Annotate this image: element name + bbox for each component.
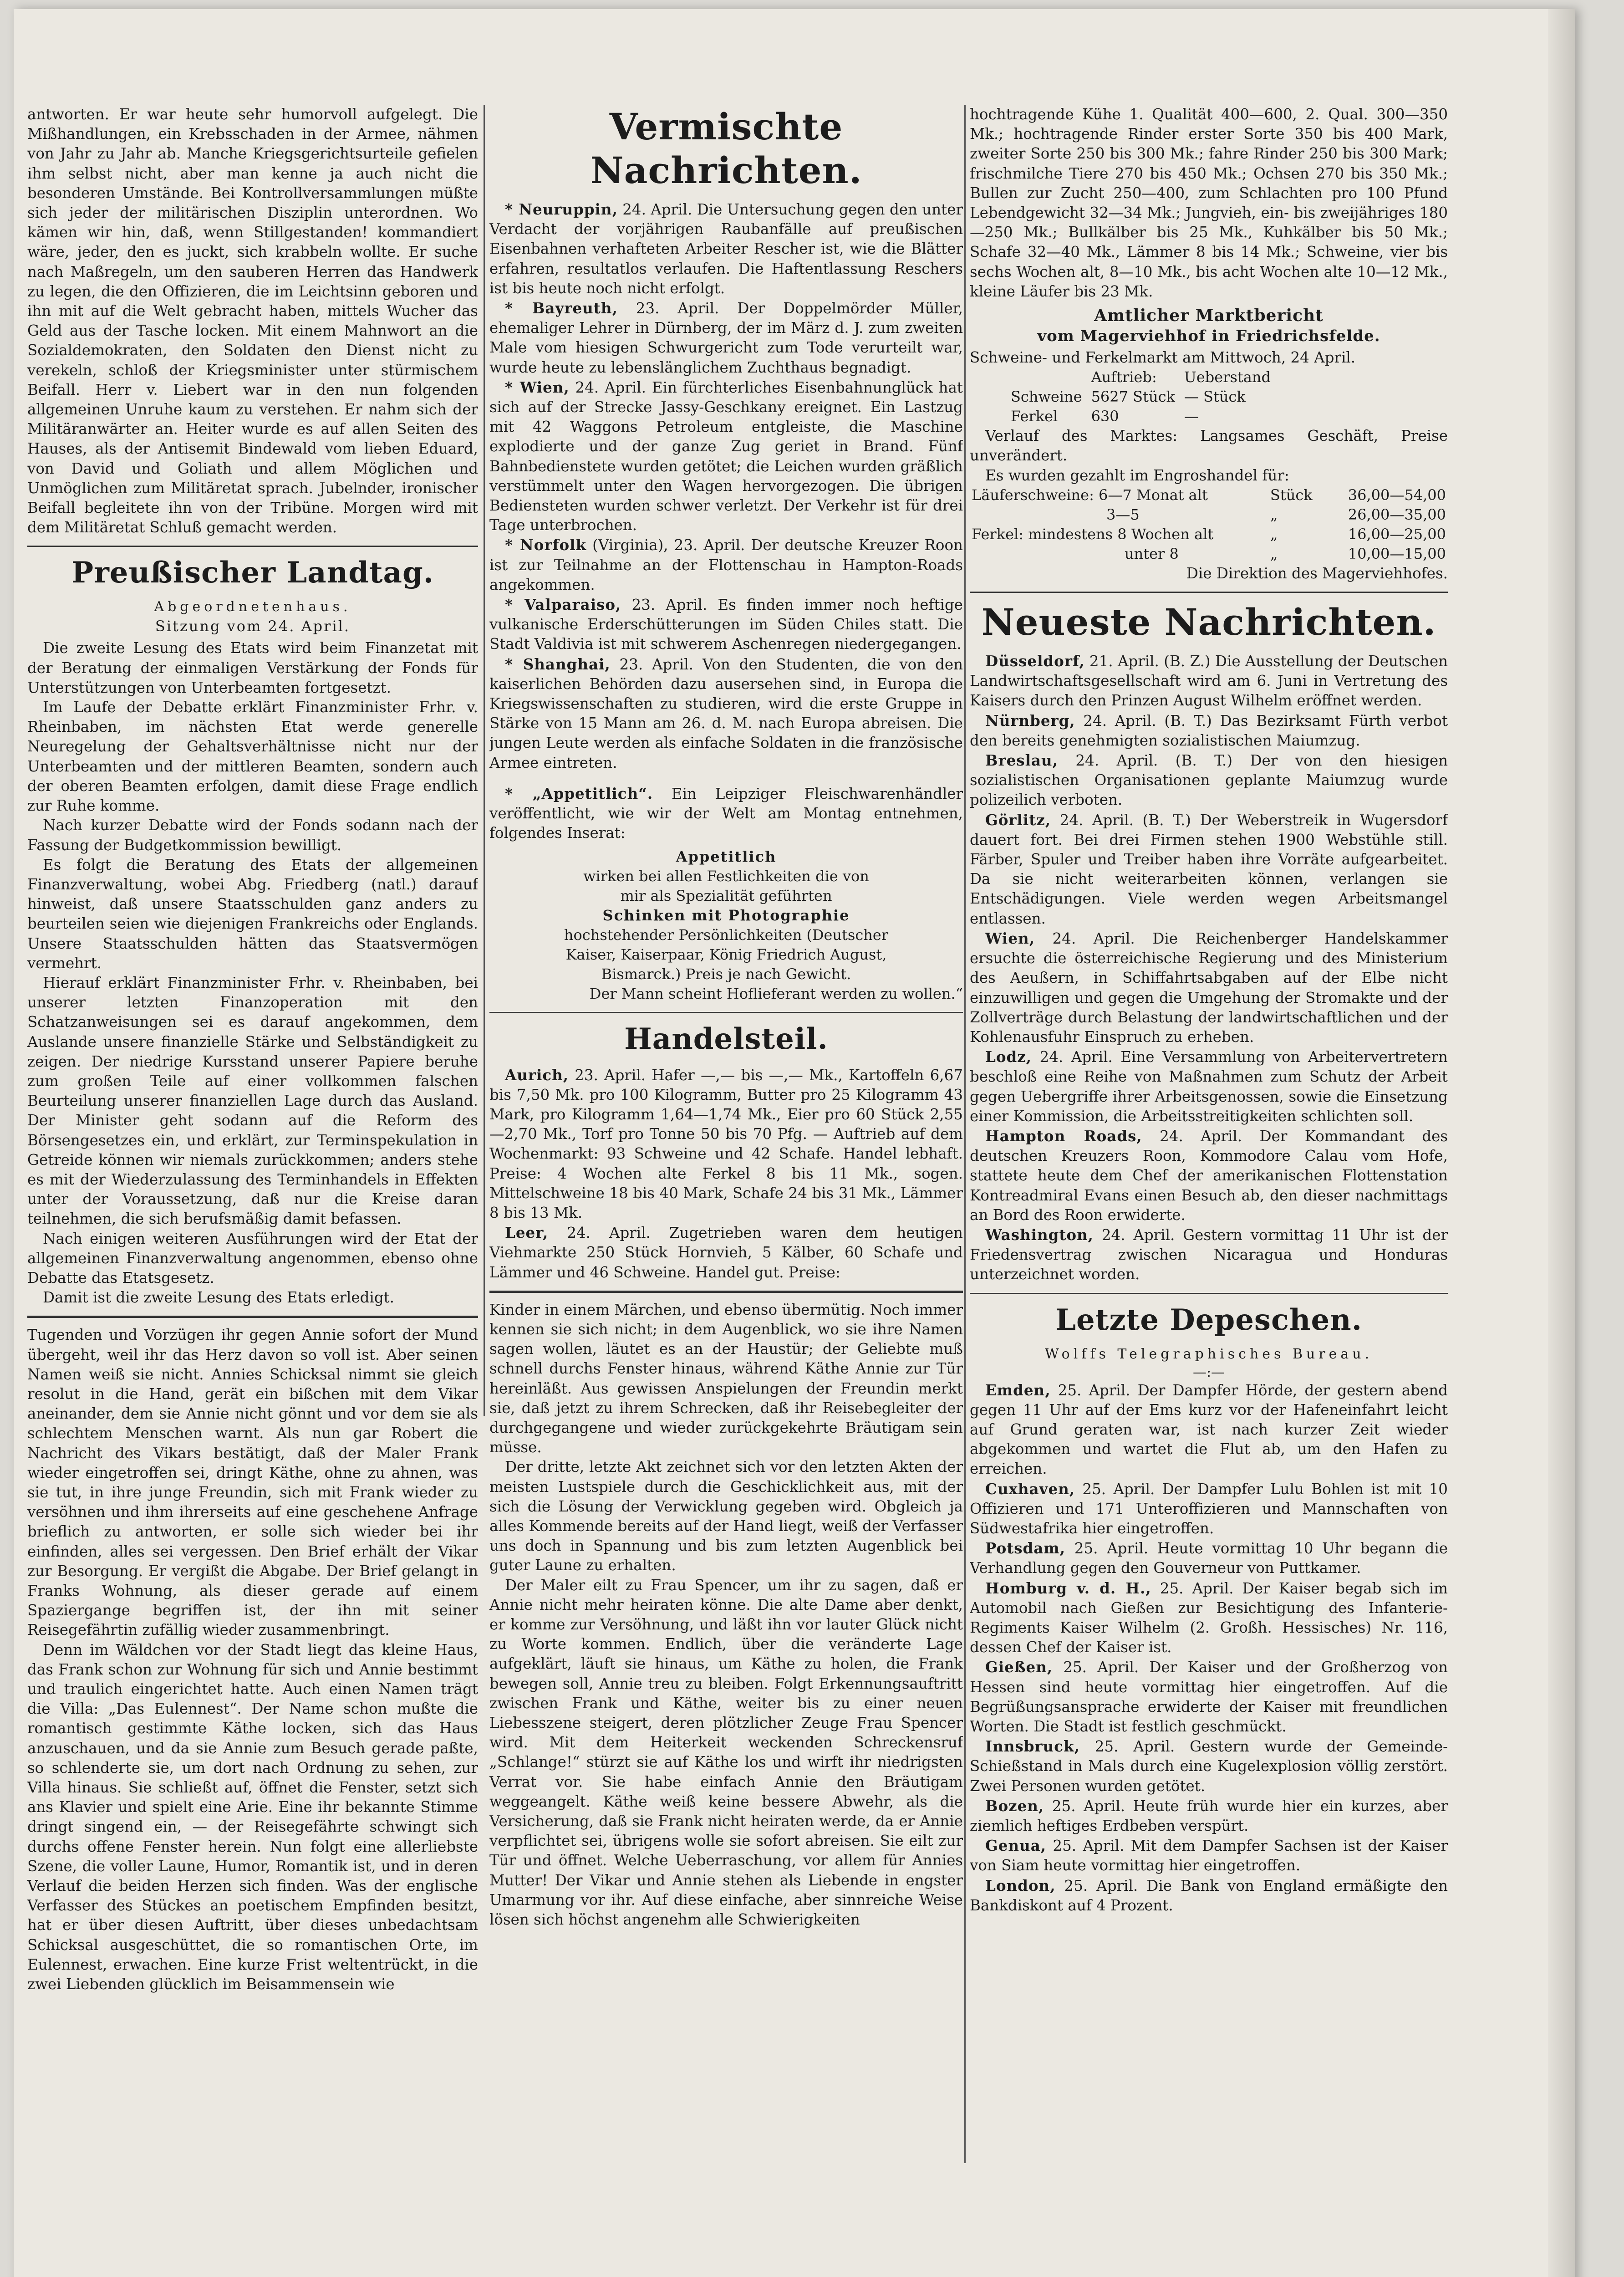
news-item: Hampton Roads, 24. April. Der Kommandant des deutschen Kreuzers Roon, Kommodore Calau vom Hofe, stattete heute dem Chef der amerikanischen Flottenstation Kontreadmiral Evans einen Besuch ab, den dieser nachmittags an Bord des Roon erwiderte. (970, 1127, 1448, 1224)
feuilleton-paragraph: Denn im Wäldchen vor der Stadt liegt das kleine Haus, das Frank schon zur Wohnung für sich und Annie bestimmt und traulich eingerichtet hatte. Auch einen Namen trägt die Villa: „Das Eulennest“. Der Name schon mußte die romantisch gestimmte Käthe locken, sich das Haus anzuschauen, und da sie Annie zum Besuch gerade paßte, so schlenderte sie, um dort nach Ordnung zu sehen, zur Villa hinaus. Sie schließt auf, öffnet die Fenster, setzt sich ans Klavier und spielt eine Arie. Eine ihr bekannte Stimme dringt singend ein, — der Reisegefährte schwingt sich durchs offene Fenster herein. Nun folgt eine allerliebste Szene, die voller Laune, Humor, Romantik ist, und in deren Verlauf die beiden Herzen sich finden. Was der englische Verfasser des Stückes an poetischem Empfinden besitzt, hat er über diesen Auftritt, über dieses unbedachtsam Schicksal ausgeschüttet, die so romantischen Orte, im Eulennest, erwachen. Eine kurze Frist weltentrückt, in die zwei Liebenden glücklich im Beisammensein wie (27, 1641, 478, 1993)
news-dateline: Gießen, (985, 1658, 1053, 1676)
ad-line: Bismarck.) Preis je nach Gewicht. (601, 965, 851, 983)
market-signature: Die Direktion des Magerviehhofes. (1186, 564, 1448, 582)
news-dateline: Görlitz, (985, 811, 1051, 829)
market-item: Aurich, 23. April. Hafer —,— bis —,— Mk., Kartoffeln 6,67 bis 7,50 Mk. pro 100 Kilogramm, Butter pro 25 Kilogramm 43 Mark, pro Kilogramm 1,64—1,74 Mk., Eier pro 60 Stück 2,55—2,70 Mk., Torf pro Tonne 50 bis 70 Pfg. — Auftrieb auf dem Wochenmarkt: 93 Schweine und 42 Schafe. Handel lebhaft. Preise: 4 Wochen alte Ferkel 8 bis 11 Mk., sogen. Mittelschweine 18 bis 40 Mark, Schafe 24 bis 31 Mk., Lämmer 8 bis 13 Mk. (489, 1066, 963, 1221)
feuilleton-paragraph: Der dritte, letzte Akt zeichnet sich vor den letzten Akten der meisten Lustspiele durch die Geschicklichkeit aus, mit der sich die Lösung der Verwicklung gegeben wird. Obgleich ja alles Kommende bereits auf der Hand liegt, weiß der Verfasser uns doch in Spannung und bis zum letzten Augenblick bei guter Laune zu erhalten. (489, 1458, 963, 1574)
depeschen-subheading: Wolffs Telegraphisches Bureau. (1044, 1346, 1373, 1362)
news-dateline: Homburg v. d. H., (985, 1579, 1151, 1597)
landtag-session-date: Sitzung vom 24. April. (155, 618, 351, 635)
ad-comment: Der Mann scheint Hoflieferant werden zu wollen.“ (589, 985, 963, 1002)
ad-line: Kaiser, Kaiserpaar, König Friedrich August, (565, 945, 887, 963)
news-dateline: London, (985, 1876, 1056, 1894)
marktbericht-subheading: vom Magerviehhof in Friedrichsfelde. (1037, 327, 1380, 346)
news-dateline: * Wien, (505, 378, 570, 396)
column-2 (489, 105, 963, 2163)
news-dateline: Cuxhaven, (985, 1480, 1075, 1498)
news-item: Cuxhaven, 25. April. Der Dampfer Lulu Bohlen ist mit 10 Offizieren und 171 Unteroffizieren und Mannschaften von Südwestafrika hier eingetroffen. (970, 1480, 1448, 1537)
news-dateline: * Norfolk (505, 536, 587, 554)
neueste-heading: Neueste Nachrichten. (981, 601, 1436, 644)
depeschen-heading: Letzte Depeschen. (1055, 1302, 1362, 1337)
landtag-paragraph: Die zweite Lesung des Etats wird beim Finanzetat mit der Beratung der einmaligen Verstärkung der Fonds für Unterstützungen von Unterbeamten fortgesetzt. (27, 639, 478, 696)
market-gezahlt: Es wurden gezahlt im Engroshandel für: (985, 466, 1289, 484)
price-table (970, 485, 1448, 564)
column-3 (970, 105, 1448, 2163)
market-dateline: Leer, (505, 1224, 549, 1242)
feuilleton-paragraph: Der Maler eilt zu Frau Spencer, um ihr zu sagen, daß er Annie nicht mehr heiraten könne. Die alte Dame aber denkt, er komme zur Versöhnung, und läßt ihn vor lauter Glück nicht zu Worte kommen. Endlich, über die veränderte Lage aufgeklärt, läuft sie hinaus, um Käthe zu holen, die Frank bewegen soll, Annie treu zu bleiben. Folgt Erkennungsauftritt zwischen Frank und Käthe, weiter bis zu einer neuen Liebesszene steigert, deren plötzlicher Zeuge Frau Spencer wird. Mit dem Heiterkeit weckenden Schreckensruf „Schlange!“ stürzt sie auf Käthe los und wirft ihr niedrigsten Verrat vor. Sie habe einfach Annie den Bräutigam weggeangelt. Käthe weiß keine bessere Abwehr, als die Versicherung, daß sie Frank nicht heiraten werde, da er Annie verpflichtet sei, übrigens wolle sie sofort abreisen. Sie eilt zur Tür und öffnet. Welche Ueberraschung, vor allem für Annies Mutter! Der Vikar und Annie stehen als Liebende in engster Umarmung vor ihr. Auf diese einfache, aber sinnreiche Weise lösen sich höchst angenehm alle Schwierigkeiten (489, 1576, 963, 1929)
news-item: Washington, 24. April. Gestern vormittag 11 Uhr ist der Friedensvertrag zwischen Nicaragua und Honduras unterzeichnet worden. (970, 1225, 1448, 1283)
feuilleton-separator (489, 1291, 963, 1293)
ad-heading: Schinken mit Photographie (602, 906, 850, 924)
news-item: * Bayreuth, 23. April. Der Doppelmörder Müller, ehemaliger Lehrer in Dürnberg, der im März d. J. zum zweiten Male vom hiesigen Schwurgericht zum Tode verurteilt war, wurde heute zu lebenslänglichem Zuchthaus begnadigt. (489, 299, 963, 376)
news-dateline: Breslau, (985, 751, 1058, 770)
news-item: Gießen, 25. April. Der Kaiser und der Großherzog von Hessen sind heute vormittag hier eingetroffen. Auf die Begrüßungsansprache erwiderte der Kaiser mit freundlichen Worten. Die Stadt ist festlich geschmückt. (970, 1658, 1448, 1735)
news-item: Genua, 25. April. Mit dem Dampfer Sachsen ist der Kaiser von Siam heute vormittag hier eingetroffen. (970, 1837, 1448, 1874)
news-dateline: Nürnberg, (985, 711, 1075, 730)
news-item: London, 25. April. Die Bank von England ermäßigte den Bankdiskont auf 4 Prozent. (970, 1876, 1448, 1914)
market-item: Leer, 24. April. Zugetrieben waren dem heutigen Viehmarkte 250 Stück Hornvieh, 5 Kälber, 60 Schafe und Lämmer und 46 Schweine. Handel gut. Preise: (489, 1224, 963, 1281)
news-dateline: Washington, (985, 1225, 1094, 1244)
table-row: 3—5 „ 26,00—35,00 (1106, 505, 1446, 523)
news-dateline: * „Appetitlich“. (505, 784, 653, 802)
landtag-heading: Preußischer Landtag. (71, 556, 434, 590)
handel-heading: Handelsteil. (624, 1021, 828, 1056)
news-item: Homburg v. d. H., 25. April. Der Kaiser begab sich im Automobil nach Gießen zur Besichtigung des Infanterie-Regiments Kaiser Wilhelm (2. Großh. Hessisches) Nr. 116, dessen Chef der Kaiser ist. (970, 1579, 1448, 1656)
market-verlauf: Verlauf des Marktes: Langsames Geschäft, Preise unverändert. (970, 427, 1448, 465)
table-row: Läuferschweine: 6—7 Monat alt Stück 36,00—54,00 (972, 486, 1446, 504)
news-item: Innsbruck, 25. April. Gestern wurde der Gemeinde-Schießstand in Mals durch eine Kugelexplosion völlig zerstört. Zwei Personen wurden getötet. (970, 1737, 1448, 1795)
news-item: * Norfolk (Virginia), 23. April. Der deutsche Kreuzer Roon ist zur Teilnahme an der Flottenschau in Hampton-Roads angekommen. (489, 536, 963, 593)
news-dateline: Hampton Roads, (985, 1127, 1142, 1145)
page-edge-shadow (1548, 9, 1575, 2277)
table-header-row (1006, 368, 1275, 387)
ad-heading: Appetitlich (676, 847, 777, 865)
column-divider-1 (484, 105, 485, 1416)
feuilleton-paragraph: Tugenden und Vorzügen ihr gegen Annie sofort der Mund übergeht, weil ihr das Herz davon so voll ist. Aber seinen Namen weiß sie nicht. Annies Schicksal nimmt sie gleich resolut in die Hand, gerät ein bißchen mit dem Vikar aneinander, dem sie Annie nicht gönnt und vor dem sie als schlechtem Menschen warnt. Als nun gar Robert die Nachricht des Vikars bestätigt, daß der Maler Frank wieder eingetroffen sei, dringt Käthe, ohne zu ahnen, was sie tut, in ihre junge Freundin, sich mit Frank wieder zu versöhnen und ihm ihrerseits auf eine geschehene Anfrage brieflich zu antworten, er solle sich wieder bei ihr einfinden, alles sei vergessen. Den Brief erhält der Vikar zur Besorgung. Er vergißt die Abgabe. Der Brief gelangt in Franks Wohnung, als dieser gerade auf einem Spaziergange begriffen ist, der ihn mit seiner Reisegefährtin zufällig wieder zusammenbringt. (27, 1326, 478, 1639)
news-dateline: Innsbruck, (985, 1737, 1080, 1756)
separator-rule (970, 1293, 1448, 1294)
news-item: Düsseldorf, 21. April. (B. Z.) Die Ausstellung der Deutschen Landwirtschaftsgesellschaft wird am 6. Juni in Vertretung des Kaisers durch den Prinzen August Wilhelm eröffnet werden. (970, 652, 1448, 710)
column-divider-2 (964, 105, 966, 2163)
news-dateline: Emden, (985, 1381, 1051, 1399)
landtag-paragraph: Es folgt die Beratung des Etats der allgemeinen Finanzverwaltung, wobei Abg. Friedberg (natl.) darauf hinweist, daß unsere Staatsschulden ganz anders zu beurteilen seien wie diejenigen Frankreichs oder Englands. Unsere Staatsschulden hätten das Staatsvermögen vermehrt. (27, 856, 478, 972)
ad-line: hochstehender Persönlichkeiten (Deutscher (564, 926, 889, 944)
vermischte-heading: Vermischte Nachrichten. (590, 105, 862, 192)
news-item: * Shanghai, 23. April. Von den Studenten, die von den kaiserlichen Behörden dazu ausersehen sind, in Europa die Kriegswissenschaften zu studieren, wird die erste Gruppe in Stärke von 15 Mann am 26. d. M. nach Europa abreisen. Die jungen Leute werden als einfache Soldaten in die französische Armee eintreten. (489, 655, 963, 771)
table-row: Schweine 5627 Stück — Stück (1011, 388, 1246, 406)
landtag-paragraph: Nach kurzer Debatte wird der Fonds sodann nach der Fassung der Budgetkommission bewilligt. (27, 817, 478, 854)
news-item: * Wien, 24. April. Ein fürchterliches Eisenbahnunglück hat sich auf der Strecke Jassy-Geschkany ereignet. Ein Lastzug mit 42 Waggons Petroleum entgleiste, die Maschine explodierte und der ganze Zug geriet in Brand. Fünf Bahnbedienstete wurden getötet; die Leichen wurden gräßlich verstümmelt unter den Wagen hervorgezogen. Die übrigen Bediensteten wurden schwer verletzt. Der Verkehr ist für drei Tage unterbrochen. (489, 378, 963, 534)
separator-rule (27, 546, 478, 547)
news-dateline: * Neuruppin, (505, 200, 618, 218)
article-continuation: antworten. Er war heute sehr humorvoll aufgelegt. Die Mißhandlungen, ein Krebsschaden in der Armee, nähmen von Jahr zu Jahr ab. Manche Kriegsgerichtsurteile gefielen ihm selbst nicht, aber man kenne ja auch nicht die besonderen Umstände. Bei Kontrollversammlungen müßte sich jeder der militärischen Disziplin unterordnen. Wo kämen wir hin, daß, wenn Stillgestanden! kommandiert wäre, jeder, den es juckt, sich krabbeln wollte. Er suche nach Maßregeln, um den sauberen Herren das Handwerk zu legen, die den Offizieren, die im Leichtsinn geboren und ihn mit auf die Welt gebracht haben, mittels Wucher das Geld aus der Tasche locken. Mit einem Mahnwort an die Sozialdemokraten, den Soldaten den Dienst nicht zu verekeln, schloß der Kriegsminister unter stürmischem Beifall. Herr v. Liebert war in den nun folgenden allgemeinen Unruhe kaum zu verstehen. Er nahm sich der Militäranwärter an. Heiter wurde es auf allen Seiten des Hauses, als der Antisemit Bindewald vom lieben Eduard, von David und Goliath und allem Möglichen und Unmöglichen zum Militäretat sprach. Jubelnder, ironischer Beifall begleitete ihn von der Tribüne. Morgen wird mit dem Militäretat Schluß gemacht werden. (27, 106, 478, 536)
ad-line: wirken bei allen Festlichkeiten die von (583, 867, 869, 885)
news-item: Potsdam, 25. April. Heute vormittag 10 Uhr begann die Verhandlung gegen den Gouverneur von Puttkamer. (970, 1539, 1448, 1577)
news-item: Bozen, 25. April. Heute früh wurde hier ein kurzes, aber ziemlich heftiges Erdbeben verspürt. (970, 1797, 1448, 1835)
feuilleton-paragraph: Kinder in einem Märchen, und ebenso übermütig. Noch immer kennen sie sich nicht; in dem Augenblick, wo sie ihre Namen sagen wollen, läutet es an der Haustür; der Geliebte muß schnell durchs Fenster hinaus, während Käthe Annie zur Tür hereinläßt. Aus gewissen Anspielungen der Freundin merkt sie, daß jetzt zu ihrem Schrecken, daß ihr Reisebegleiter der durchgegangene und wieder zurückgekehrte Bräutigam sein müsse. (489, 1301, 963, 1456)
separator-rule (489, 1012, 963, 1013)
landtag-subheading: Abgeordnetenhaus. (154, 599, 351, 615)
landtag-paragraph: Im Laufe der Debatte erklärt Finanzminister Frhr. v. Rheinbaben, im nächsten Etat werde generelle Neuregelung der Gehaltsverhältnisse nicht nur der Unterbeamten und der mittleren Beamten, sondern auch der oberen Beamten erfolgen, damit diese Frage endlich zur Ruhe komme. (27, 699, 478, 815)
news-item: Breslau, 24. April. (B. T.) Der von den hiesigen sozialistischen Organisationen geplante Maiumzug wurde polizeilich verboten. (970, 751, 1448, 809)
landtag-paragraph: Damit ist die zweite Lesung des Etats erledigt. (43, 1289, 395, 1307)
table-row: Ferkel 630 — (1011, 408, 1199, 425)
auftrieb-table (1006, 368, 1275, 426)
news-dateline: * Valparaiso, (505, 596, 621, 614)
table-row: Ferkel: mindestens 8 Wochen alt „ 16,00—25,00 (972, 525, 1446, 543)
landtag-paragraph: Nach einigen weiteren Ausführungen wird der Etat der allgemeinen Finanzverwaltung angenommen, ebenso ohne Debatte das Etatsgesetz. (27, 1230, 478, 1287)
news-dateline: Potsdam, (985, 1539, 1066, 1557)
column-1 (27, 105, 478, 2140)
news-item: Görlitz, 24. April. (B. T.) Der Weberstreik in Wugersdorf dauert fort. Bei drei Firmen stehen 1900 Webstühle still. Färber, Spuler und Treiber haben ihre Vorräte aufgearbeitet. Da sie nicht weiterarbeiten können, verlangen sie Entschädigungen. Viele werden wegen Arbeitsmangel entlassen. (970, 811, 1448, 927)
feuilleton-separator (27, 1316, 478, 1318)
auftrieb-label: Auftrieb: (1091, 368, 1157, 386)
news-item: * „Appetitlich“. Ein Leipziger Fleischwarenhändler veröffentlicht, wie wir der Welt am Montag entnehmen, folgendes Inserat: (489, 784, 963, 842)
market-continuation: hochtragende Kühe 1. Qualität 400—600, 2. Qual. 300—350 Mk.; hochtragende Rinder erster Sorte 350 bis 400 Mark, zweiter Sorte 250 bis 300 Mk.; fahre Rinder 250 bis 300 Mark; frischmilche Tiere 270 bis 450 Mk.; Ochsen 270 bis 350 Mk.; Bullen zur Zucht 250—400, zum Schlachten pro 100 Pfund Lebendgewicht 32—34 Mk.; Jungvieh, ein- bis zweijähriges 180—250 Mk.; Bullkälber bis 25 Mk., Kuhkälber bis 50 Mk.; Schafe 32—40 Mk., Lämmer 8 bis 14 Mk.; Schweine, vier bis sechs Wochen alt, 8—10 Mk., bis acht Wochen alte 10—12 Mk., kleine Läufer bis 23 Mk. (970, 106, 1448, 300)
news-dateline: Wien, (985, 929, 1035, 947)
news-item: Emden, 25. April. Der Dampfer Hörde, der gestern abend gegen 11 Uhr auf der Ems kurz vor der Hafeneinfahrt leicht auf Grund geraten war, ist nach kurzer Zeit wieder abgekommen und wartet die Flut ab, um den Hafen zu erreichen. (970, 1381, 1448, 1478)
marktbericht-heading: Amtlicher Marktbericht (1094, 306, 1324, 326)
market-dateline: Aurich, (505, 1066, 569, 1084)
news-dateline: * Shanghai, (505, 655, 611, 673)
news-dateline: * Bayreuth, (505, 299, 618, 317)
depeschen-separator: —:— (1192, 1364, 1225, 1380)
ueberstand-label: Ueberstand (1184, 368, 1271, 386)
news-dateline: Genua, (985, 1837, 1047, 1855)
news-dateline: Lodz, (985, 1048, 1032, 1066)
landtag-paragraph: Hierauf erklärt Finanzminister Frhr. v. Rheinbaben, bei unserer letzten Finanzoperation mit den Schatzanweisungen sei es darauf angekommen, dem Auslande unsere finanzielle Stärke und Selbständigkeit zu zeigen. Der niedrige Kursstand unserer Papiere beruhe zum großen Teile auf einer vollkommen falschen Beurteilung unserer finanziellen Lage durch das Ausland. Der Minister geht sodann auf die Reform des Börsengesetzes ein, und erklärt, zur Terminspekulation in Getreide können wir niemals zurückkommen; anders stehe es mit der Wiederzulassung des Terminhandels in Effekten unter der Voraussetzung, daß nur die Kreise daran teilnehmen, die sich berufsmäßig damit befassen. (27, 974, 478, 1228)
news-item: * Valparaiso, 23. April. Es finden immer noch heftige vulkanische Erderschütterungen im Süden Chiles statt. Die Stadt Valdivia ist mit schwerem Aschenregen niedergegangen. (489, 596, 963, 653)
news-item: Lodz, 24. April. Eine Versammlung von Arbeitervertretern beschloß eine Reihe von Maßnahmen zum Schutz der Arbeit gegen Uebergriffe ihrer Arbeitsgenossen, sowie die Einsetzung einer Kommission, die Arbeitsstreitigkeiten schlichten soll. (970, 1048, 1448, 1125)
table-row: unter 8 „ 10,00—15,00 (1125, 545, 1446, 562)
ad-line: mir als Spezialität geführten (620, 887, 832, 904)
news-item: Nürnberg, 24. April. (B. T.) Das Bezirksamt Fürth verbot den bereits genehmigten sozialistischen Maiumzug. (970, 711, 1448, 749)
news-item: Wien, 24. April. Die Reichenberger Handelskammer ersuchte die österreichische Regierung und des Ministerium des Aeußern, in Schiffahrtsabgaben auf der Elbe nicht einzuwilligen und gegen die Umgehung der Stromakte und der Zollverträge durch Belastung der landwirtschaftlichen und der Kohlenausfuhr Einspruch zu erheben. (970, 929, 1448, 1046)
marktbericht-intro: Schweine- und Ferkelmarkt am Mittwoch, 24 April. (970, 349, 1356, 367)
news-item: * Neuruppin, 24. April. Die Untersuchung gegen den unter Verdacht der vorjährigen Raubanfälle auf preußischen Eisenbahnen verhafteten Arbeiter Rescher ist, wie die Blätter erfahren, resultatlos verlaufen. Die Haftentlassung Reschers ist bis heute noch nicht erfolgt. (489, 200, 963, 297)
separator-rule (970, 592, 1448, 593)
news-dateline: Bozen, (985, 1797, 1044, 1815)
news-dateline: Düsseldorf, (985, 652, 1085, 670)
